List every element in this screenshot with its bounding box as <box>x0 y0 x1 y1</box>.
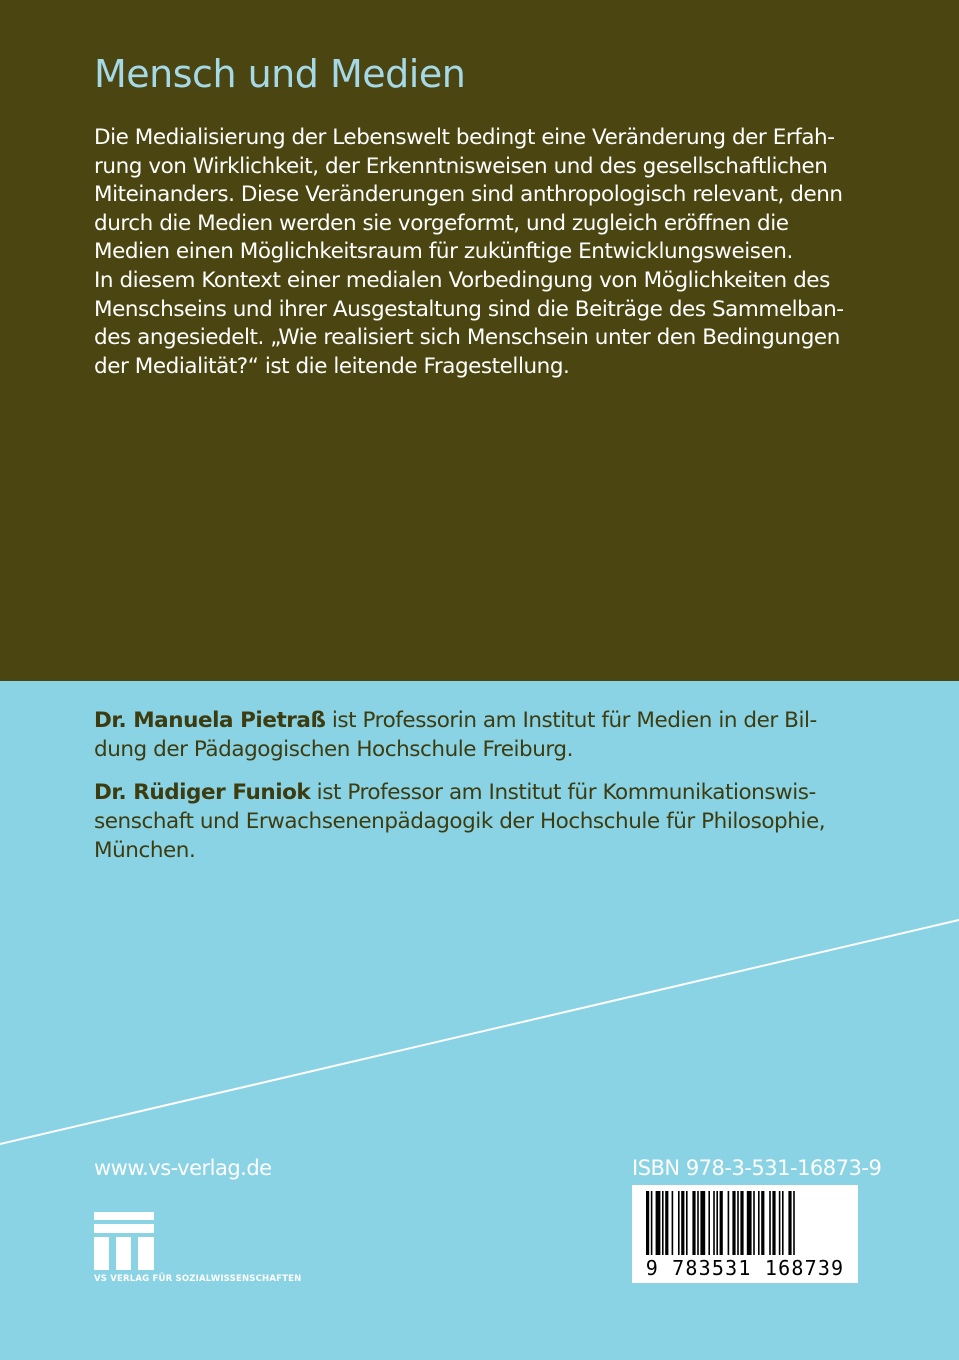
barcode-bar <box>740 1191 743 1255</box>
barcode-bar <box>656 1191 661 1255</box>
barcode-bar <box>692 1191 695 1255</box>
barcode-bar <box>686 1191 688 1255</box>
barcode-bar <box>788 1191 791 1255</box>
barcode-bar <box>761 1191 764 1255</box>
barcode-bar <box>646 1191 649 1255</box>
description-line: rung von Wirklichkeit, der Erkenntnisweisen und des gesellschaftlichen <box>94 153 828 179</box>
barcode-bar <box>713 1191 715 1255</box>
description-line: Miteinanders. Diese Veränderungen sind anthropologisch relevant, denn <box>94 182 843 208</box>
barcode-bar <box>700 1191 705 1255</box>
barcode-icon <box>632 1185 858 1283</box>
author-name: Dr. Manuela Pietraß <box>94 708 326 733</box>
barcode-digits: 9 783531 168739 <box>645 1256 845 1280</box>
author-bio-funiok: Dr. Rüdiger Funiok ist Professor am Institut für Kommunikationswis- senschaft und Erwachsenenpädagogik der Hochschule für Philosophie, München. <box>94 780 826 863</box>
publisher-name: VS VERLAG FÜR SOZIALWISSENSCHAFTEN <box>94 1274 302 1284</box>
description-line: der Medialität?“ ist die leitende Fragestellung. <box>94 353 570 379</box>
barcode-bar <box>758 1191 760 1255</box>
author-name: Dr. Rüdiger Funiok <box>94 780 311 805</box>
barcode-bar <box>732 1191 735 1255</box>
barcode-bar <box>720 1191 723 1255</box>
barcode-bar <box>672 1191 674 1255</box>
barcode-bar <box>769 1191 771 1255</box>
author-bio-pietrass: Dr. Manuela Pietraß ist Professorin am Institut für Medien in der Bil- dung der Pädagogischen Hochschule Freiburg. <box>94 708 817 762</box>
barcode-bar <box>753 1191 755 1255</box>
barcode-bar <box>728 1191 730 1255</box>
barcode-bar <box>716 1191 718 1255</box>
barcode-bar <box>772 1191 775 1255</box>
barcode-bar <box>662 1191 664 1255</box>
barcode-bar <box>737 1191 739 1255</box>
barcode-bar <box>681 1191 684 1255</box>
barcode-bar <box>747 1191 752 1255</box>
barcode-bar <box>678 1191 680 1255</box>
barcode-bar <box>779 1191 781 1255</box>
publisher-url[interactable]: www.vs-verlag.de <box>94 1156 272 1180</box>
book-description <box>94 124 894 381</box>
vs-verlag-logo-icon <box>94 1212 154 1270</box>
barcode-bar <box>793 1191 795 1255</box>
barcode-bar <box>708 1191 710 1255</box>
description-line: durch die Medien werden sie vorgeformt, und zugleich eröffnen die <box>94 210 789 236</box>
isbn-label: ISBN 978-3-531-16873-9 <box>632 1156 882 1180</box>
description-line: In diesem Kontext einer medialen Vorbedingung von Möglichkeiten des <box>94 267 830 293</box>
barcode-bar <box>782 1191 784 1255</box>
barcode-bar <box>651 1191 653 1255</box>
book-title: Mensch und Medien <box>94 52 466 96</box>
description-line: Medien einen Möglichkeitsraum für zukünftige Entwicklungsweisen. <box>94 239 793 265</box>
barcode-bar <box>665 1191 668 1255</box>
description-line: Die Medialisierung der Lebenswelt bedingt eine Veränderung der Erfah- <box>94 125 835 150</box>
barcode-bar <box>697 1191 699 1255</box>
description-line: Menschseins und ihrer Ausgestaltung sind die Beiträge des Sammelban- <box>94 296 844 322</box>
description-line: des angesiedelt. „Wie realisiert sich Menschsein unter den Bedingungen <box>94 325 840 351</box>
